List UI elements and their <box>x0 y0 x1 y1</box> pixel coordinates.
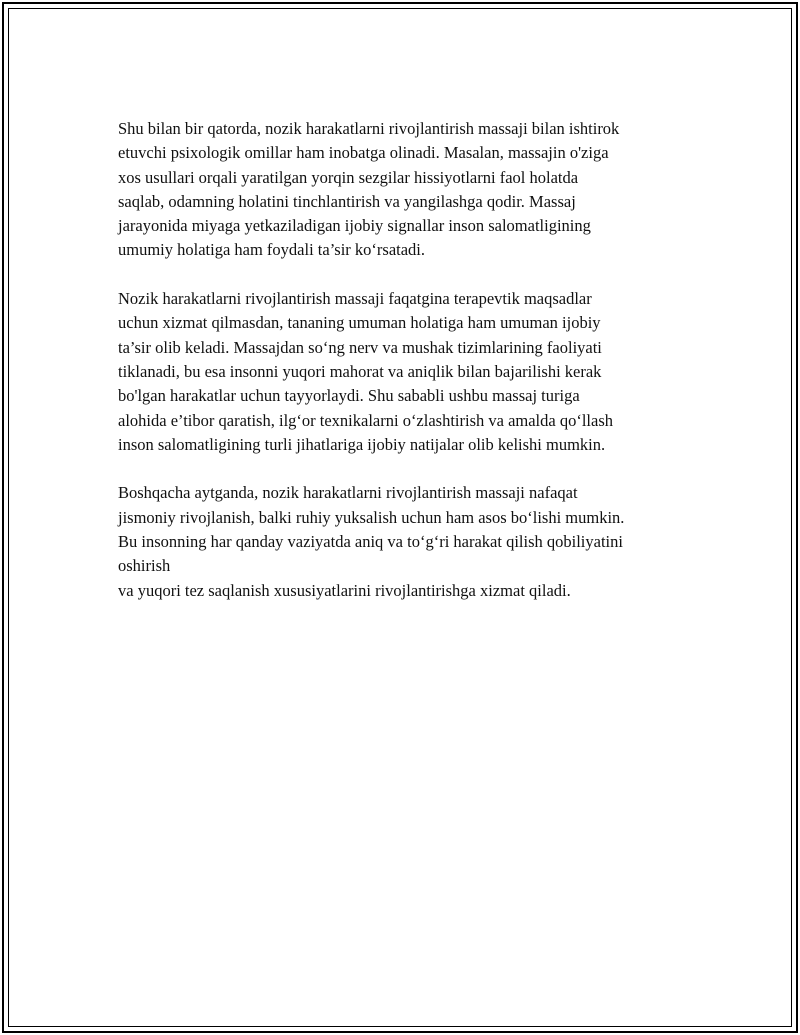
text-line: saqlab, odamning holatini tinchlantirish va yangilashga qodir. Massaj <box>118 191 576 211</box>
text-line: oshirish <box>118 556 171 576</box>
text-line: alohida e’tibor qaratish, ilg‘or texnikalarni o‘zlashtirish va amalda qo‘llash <box>118 410 613 430</box>
text-line: uchun xizmat qilmasdan, tananing umuman holatiga ham umuman ijobiy <box>118 313 601 333</box>
text-line: jarayonida miyaga yetkaziladigan ijobiy signallar inson salomatligining <box>118 216 591 236</box>
text-line: umumiy holatiga ham foydali ta’sir ko‘rsatadi. <box>118 240 426 260</box>
text-line: Boshqacha aytganda, nozik harakatlarni rivojlantirish massaji nafaqat <box>118 483 578 503</box>
text-line: Bu insonning har qanday vaziyatda aniq va to‘g‘ri harakat qilish qobiliyatini <box>118 532 623 552</box>
text-line: etuvchi psixologik omillar ham inobatga olinadi. Masalan, massajin o'ziga <box>118 143 609 163</box>
text-line: ta’sir olib keladi. Massajdan so‘ng nerv va mushak tizimlarining faoliyati <box>118 337 602 357</box>
paragraph-3 <box>118 481 718 602</box>
text-line: xos usullari orqali yaratilgan yorqin sezgilar hissiyotlarni faol holatda <box>118 167 579 187</box>
text-line: inson salomatligining turli jihatlariga ijobiy natijalar olib kelishi mumkin. <box>118 434 606 454</box>
paragraph-1 <box>118 117 718 263</box>
text-line: jismoniy rivojlanish, balki ruhiy yuksalish uchun ham asos bo‘lishi mumkin. <box>118 507 625 527</box>
text-line: va yuqori tez saqlanish xususiyatlarini rivojlantirishga xizmat qiladi. <box>118 580 571 600</box>
document-body <box>118 117 718 627</box>
text-line: tiklanadi, bu esa insonni yuqori mahorat va aniqlik bilan bajarilishi kerak <box>118 361 602 381</box>
text-line: Nozik harakatlarni rivojlantirish massaji faqatgina terapevtik maqsadlar <box>118 289 592 309</box>
text-line: bo'lgan harakatlar uchun tayyorlaydi. Shu sababli ushbu massaj turiga <box>118 386 580 406</box>
paragraph-2 <box>118 287 718 457</box>
text-line: Shu bilan bir qatorda, nozik harakatlarni rivojlantirish massaji bilan ishtirok <box>118 119 620 138</box>
